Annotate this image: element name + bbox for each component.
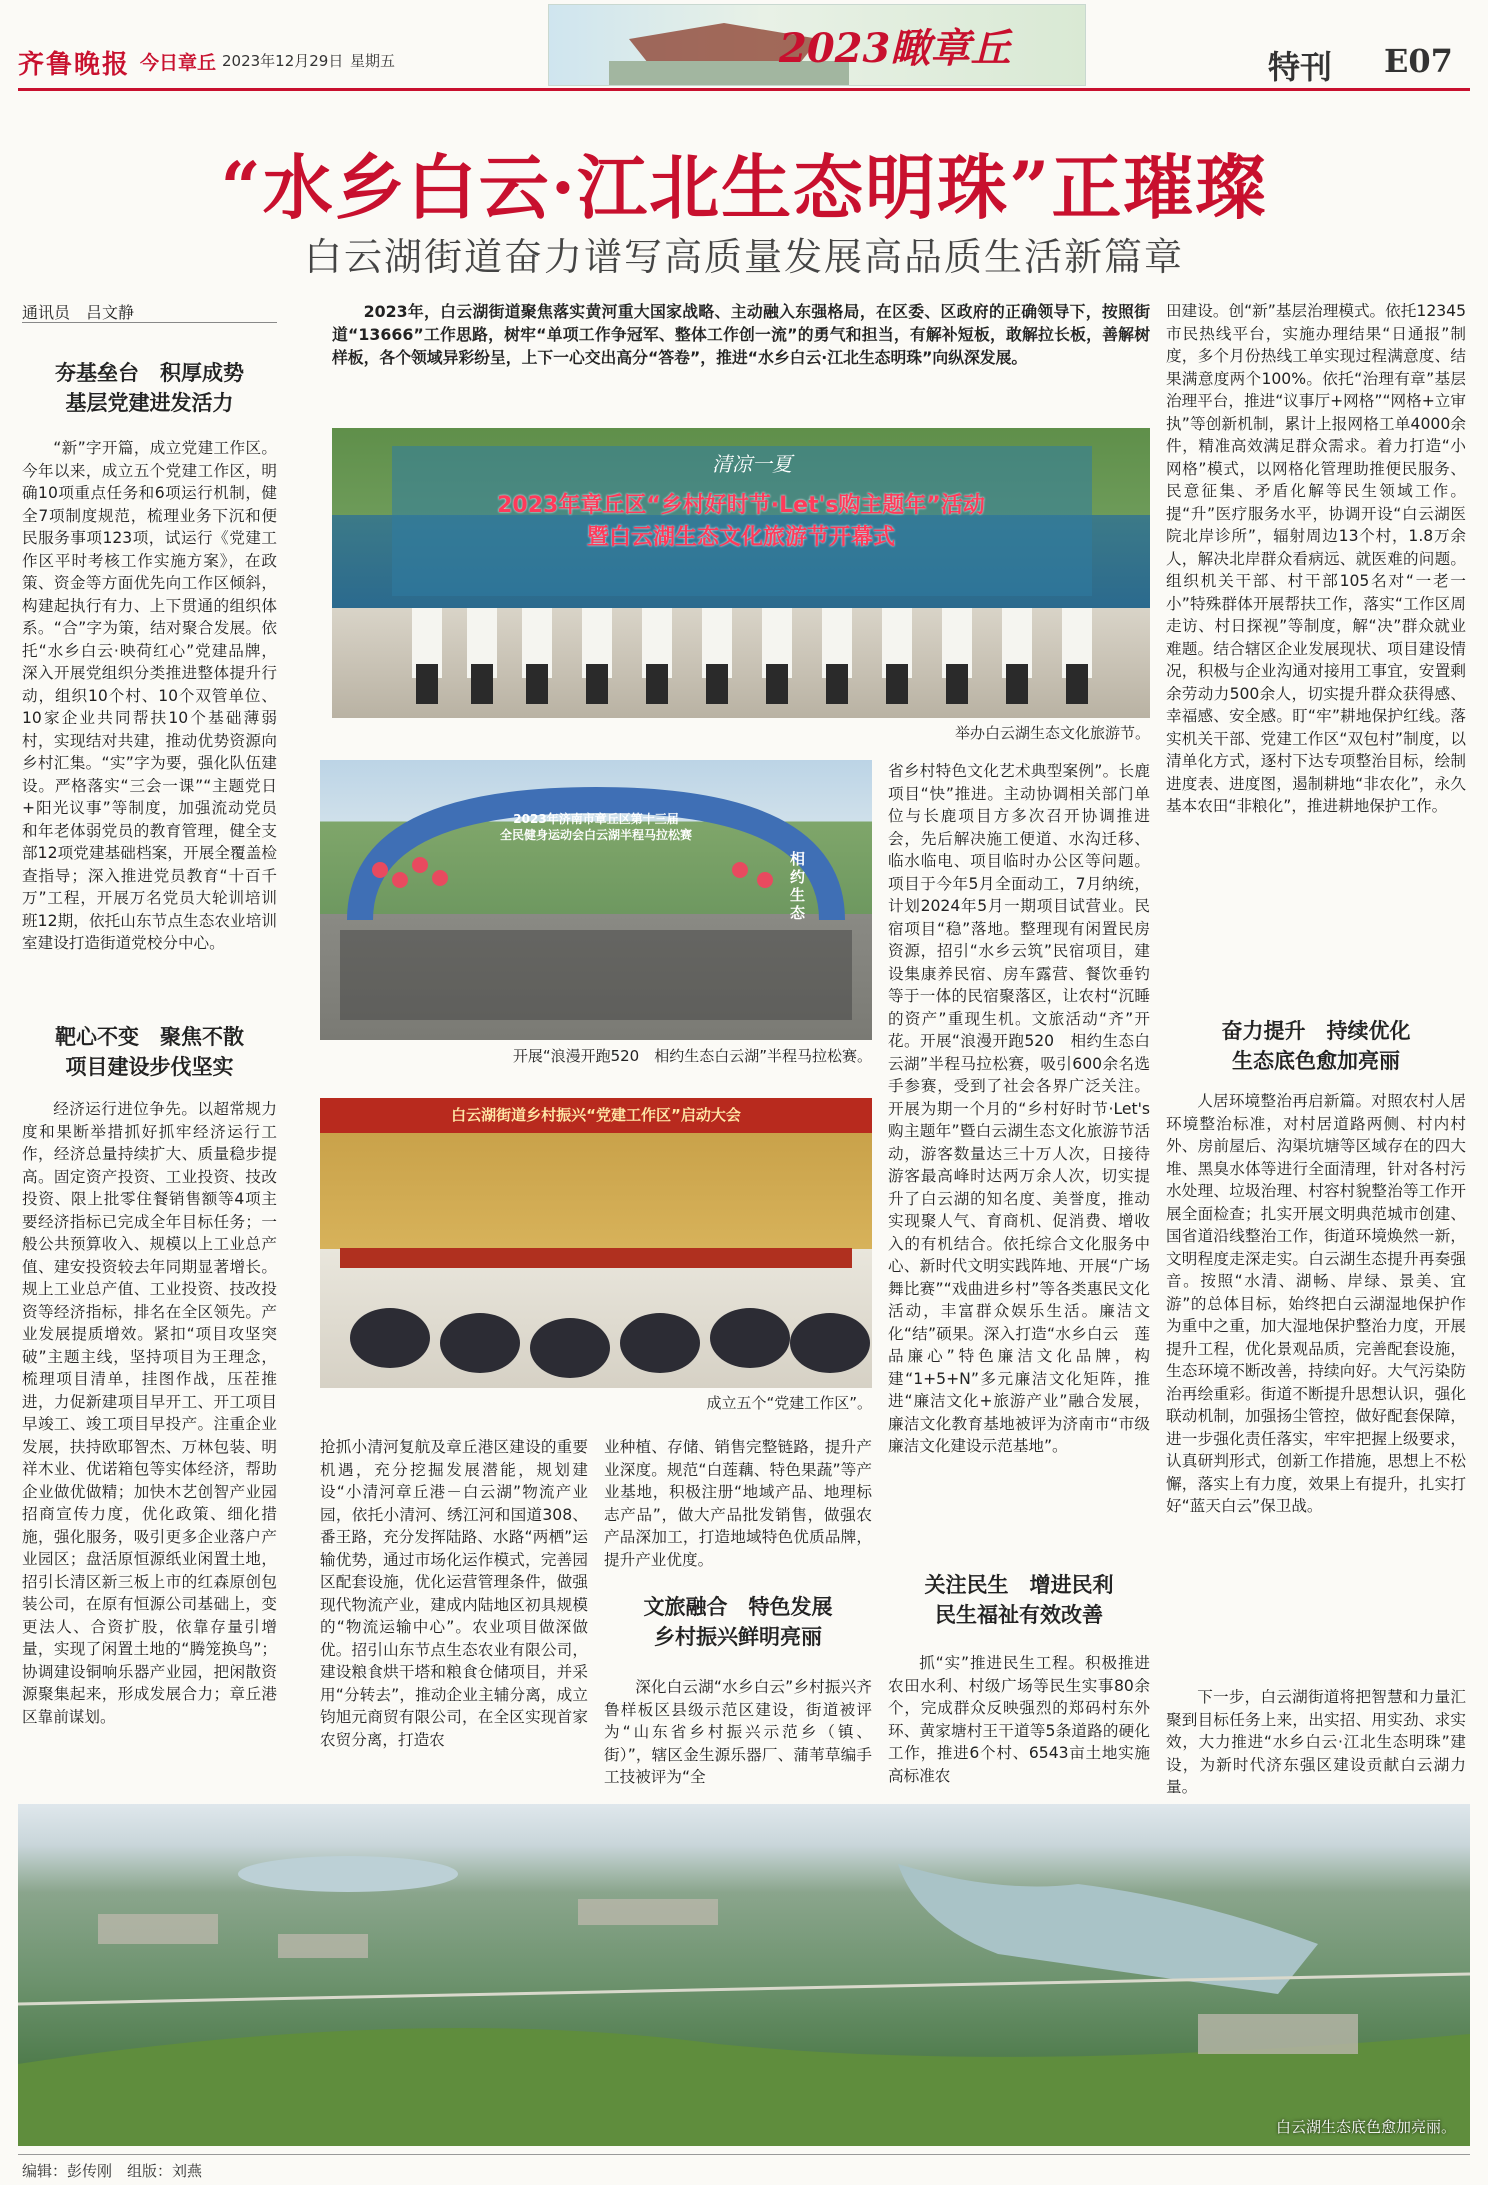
section3-title-line2: 乡村振兴鲜明亮丽 bbox=[654, 1624, 822, 1649]
footer-rule bbox=[18, 2154, 1470, 2155]
photo-marathon-caption: 开展“浪漫开跑520 相约生态白云湖”半程马拉松赛。 bbox=[512, 1047, 872, 1065]
newspaper-logo: 齐鲁晚报 bbox=[18, 50, 131, 80]
section5-title bbox=[1166, 1016, 1466, 1076]
column-1-top bbox=[22, 437, 277, 1009]
section3-title-line1: 文旅融合 特色发展 bbox=[643, 1594, 833, 1619]
byline: 通讯员 吕文静 bbox=[22, 303, 135, 322]
section1-title-line2: 基层党建进发活力 bbox=[65, 390, 234, 415]
marathon-arch-subtitle: 全民健身运动会白云湖半程马拉松赛 bbox=[499, 828, 692, 842]
column-3-bottom bbox=[604, 1676, 872, 1800]
section5-title-line2: 生态底色愈加亮丽 bbox=[1232, 1048, 1400, 1073]
issue-date: 2023年12月29日 bbox=[222, 52, 344, 70]
masthead-rule bbox=[18, 88, 1470, 91]
section3-title bbox=[604, 1592, 872, 1652]
byline-rule bbox=[22, 322, 277, 323]
aerial-illustration bbox=[18, 1804, 1470, 2146]
meeting-banner: 白云湖街道乡村振兴“党建工作区”启动大会 bbox=[451, 1106, 741, 1124]
column-5-top bbox=[1166, 300, 1466, 994]
photo-ceremony-caption: 举办白云湖生态文化旅游节。 bbox=[954, 724, 1150, 742]
column-5-text: 田建设。创“新”基层治理模式。依托12345市民热线平台，实施办理结果“日通报”制度，多个月份热线工单实现过程满意度、结果满意度两个100%。依托“治理有章”基层治理平台，推进“议事厅+网格”“网格+立审执”等创新机制，累计上报网格工单4000余件，精准高效满足群众需求。着力打造“小网格”模式，以网格化管理助推便民服务、民意征集、矛盾化解等民生领域工作。提“升”医疗服务水平，协调开设“白云湖医院北岸诊所”，辐射周边13个村，1.8万余人，解决北岸群众看病远、就医难的问题。组织机关干部、村干部105名对“一老一小”特殊群体开展帮扶工作，落实“工作区周走访、村日探视”等制度，解“决”群众就业难题。结合辖区企业发展现状、项目建设情况，积极与企业沟通对接用工事宜，安置剩余劳动力500余人，切实提升群众获得感、幸福感、安全感。盯“牢”耕地保护红线。落实机关干部、党建工作区“双包村”制度，以清单化方式，逐村下达专项整治目标，绘制进度表、进度图，遏制耕地“非农化”，永久基本农田“非粮化”，推进耕地保护工作。 bbox=[1166, 302, 1466, 815]
section2-title-line1: 靶心不变 聚焦不散 bbox=[55, 1024, 244, 1049]
photo-marathon bbox=[320, 760, 872, 1040]
column-5-bottom bbox=[1166, 1686, 1466, 1800]
photo-ceremony bbox=[332, 428, 1150, 718]
column-4-bottom bbox=[888, 1652, 1150, 1800]
section5-text: 人居环境整治再启新篇。对照农村人居环境整治标准，对村居道路两侧、村内村外、房前屋后、沟渠坑塘等区域存在的四大堆、黑臭水体等进行全面清理，针对各村污水处理、垃圾治理、村容村貌整治等工作开展全面检查；扎实开展文明典范城市创建、国省道沿线整治工作，街道环境焕然一新，文明程度走深走实。白云湖生态提升再奏强音。按照“水清、湖畅、岸绿、景美、宜游”的总体目标，始终把白云湖湿地保护作为重中之重，加大湿地保护整治力度，开展提升工程，优化景观品质，完善配套设施，生态环境不断改善，持续向好。大气污染防治再绘重彩。街道不断提升思想认识，强化联动机制，加强扬尘管控，做好配套保障，进一步强化责任落实，牢牢把握上级要求，认真研判形式，创新工作措施，思想上不松懈，落实上有力度，效果上有提升，扎实打好“蓝天白云”保卫战。 bbox=[1166, 1092, 1466, 1515]
ceremony-sign: 清凉一夏 bbox=[712, 452, 792, 476]
photo-meeting-caption: 成立五个“党建工作区”。 bbox=[706, 1394, 872, 1412]
section4-title-line2: 民生福祉有效改善 bbox=[935, 1602, 1103, 1627]
column-2-bottom bbox=[320, 1436, 588, 1800]
edition-name: 今日章丘 bbox=[140, 52, 217, 74]
masthead bbox=[0, 0, 1488, 92]
closing-text: 下一步，白云湖街道将把智慧和力量汇聚到目标任务上来，出实招、用实劲、求实效，大力推进“水乡白云·江北生态明珠”建设，为新时代济东强区建设贡献白云湖力量。 bbox=[1166, 1688, 1466, 1796]
photo-aerial-caption: 白云湖生态底色愈加亮丽。 bbox=[1275, 2118, 1456, 2136]
section1-text: “新”字开篇，成立党建工作区。今年以来，成立五个党建工作区，明确10项重点任务和6项运行机制，健全7项制度规范，梳理业务下沉和便民服务事项123项，试运行《党建工作区平时考核工作实施方案》，在政策、资金等方面优先向工作区倾斜，构建起执行有力、上下贯通的组织体系。“合”字为策，结对聚合发展。依托“水乡白云·映荷红心”党建品牌，深入开展党组织分类推进整体提升行动，组织10个村、10个双管单位、10家企业共同帮扶10个基础薄弱村，实现结对共建，推动优势资源向乡村汇集。“实”字为要，强化队伍建设。严格落实“三会一课”“主题党日+阳光议事”等制度，加强流动党员和年老体弱党员的教育管理，健全支部12项党建基础档案，开展全覆盖检查指导；深入推进党员教育“十百千万”工程，开展万名党员大轮训培训班12期，依托山东节点生态农业培训室建设打造街道党校分中心。 bbox=[22, 439, 277, 952]
section1-title-line1: 夯基垒台 积厚成势 bbox=[55, 360, 244, 385]
page-number: E07 bbox=[1384, 42, 1453, 80]
column-4-top bbox=[888, 760, 1150, 1556]
section-label: 特刊 bbox=[1268, 48, 1333, 86]
banner-title: 2023瞰章丘 bbox=[779, 25, 1011, 72]
column-3-top bbox=[604, 1436, 872, 1568]
marathon-arch-title: 2023年济南市章丘区第十三届 bbox=[513, 812, 679, 826]
section1-title bbox=[22, 358, 277, 418]
footer-credits: 编辑：彭传刚 组版：刘燕 bbox=[22, 2162, 203, 2180]
section4-title bbox=[888, 1570, 1150, 1630]
marathon-sign: 相约生态 bbox=[790, 850, 806, 922]
section2-title-line2: 项目建设步伐坚实 bbox=[65, 1054, 234, 1079]
photo-meeting bbox=[320, 1098, 872, 1388]
ceremony-stage-subtitle: 暨白云湖生态文化旅游节开幕式 bbox=[586, 525, 895, 550]
column-4-text: 省乡村特色文化艺术典型案例”。长鹿项目“快”推进。主动协调相关部门单位与长鹿项目方多次召开协调推进会，先后解决施工便道、水沟迁移、临水临电、项目临时办公区等问题。项目于今年5月全面动工，7月纳统，计划2024年5月一期项目试营业。民宿项目“稳”落地。整理现有闲置民房资源，招引“水乡云筑”民宿项目，建设集康养民宿、房车露营、餐饮垂钓等于一体的民宿聚落区，让农村“沉睡的资产”重现生机。文旅活动“齐”开花。开展“浪漫开跑520 相约生态白云湖”半程马拉松赛，吸引600余名选手参赛，受到了社会各界广泛关注。开展为期一个月的“乡村好时节·Let's购主题年”暨白云湖生态文化旅游节活动，游客数量达三十万人次，日接待游客最高峰时达两万余人次，切实提升了白云湖的知名度、美誉度，推动实现聚人气、育商机、促消费、增收入的有机结合。依托综合文化服务中心、新时代文明实践阵地、开展“广场舞比赛”“戏曲进乡村”等各类惠民文化活动，丰富群众娱乐生活。廉洁文化“结”硕果。深入打造“水乡白云 莲品廉心”特色廉洁文化品牌，构建“1+5+N”多元廉洁文化矩阵，推进“廉洁文化+旅游产业”融合发展，廉洁文化教育基地被评为济南市“市级廉洁文化建设示范基地”。 bbox=[888, 762, 1150, 1455]
section2-text: 经济运行进位争先。以超常规力度和果断举措抓好抓牢经济运行工作，经济总量持续扩大、质量稳步提高。固定资产投资、工业投资、技改投资、限上批零住餐销售额等4项主要经济指标已完成全年目标任务；一般公共预算收入、规模以上工业总产值、建安投资较去年同期显著增长。规上工业总产值、工业投资、技改投资等经济指标，排名在全区领先。产业发展提质增效。紧扣“项目攻坚突破”主题主线，坚持项目为王理念，梳理项目清单，挂图作战，压茬推进，力促新建项目早开工、开工项目早竣工、竣工项目早投产。注重企业发展，扶持欧耶智杰、万林包装、明祥木业、优诺箱包等实体经济，帮助企业做优做精；加快木艺创智产业园招商宣传力度，优化政策、细化措施，强化服务，吸引更多企业落户产业园区；盘活原恒源纸业闲置土地，招引长清区新三板上市的红森原创包装公司，在原有恒源公司基础上，变更法人、合资扩股，依靠存量引增量，实现了闲置土地的“腾笼换鸟”；协调建设铜响乐器产业园，把闲散资源聚集起来，形成发展合力；章丘港区靠前谋划。 bbox=[22, 1100, 277, 1726]
section2-title bbox=[22, 1022, 277, 1082]
section5-title-line1: 奋力提升 持续优化 bbox=[1221, 1018, 1411, 1043]
lead-paragraph: 2023年，白云湖街道聚焦落实黄河重大国家战略、主动融入东强格局，在区委、区政府的正确领导下，按照街道“13666”工作思路，树牢“单项工作争冠军、整体工作创一流”的勇气和担当，有解补短板，敢解拉长板，善解树样板，各个领域异彩纷呈，上下一心交出高分“答卷”，推进“水乡白云·江北生态明珠”向纵深发展。 bbox=[332, 302, 1150, 367]
section4-title-line1: 关注民生 增进民利 bbox=[924, 1572, 1114, 1597]
section3-text: 深化白云湖“水乡白云”乡村振兴齐鲁样板区县级示范区建设，街道被评为“山东省乡村振兴示范乡（镇、街）”，辖区金生源乐器厂、蒲苇草编手工技被评为“全 bbox=[604, 1678, 872, 1786]
column-5-middle bbox=[1166, 1090, 1466, 1674]
meeting-illustration bbox=[320, 1098, 872, 1388]
column-3-text: 业种植、存储、销售完整链路，提升产业深度。规范“白莲藕、特色果蔬”等产业基地，积极注册“地域产品、地理标志产品”，做大产品批发销售，做强农产品深加工，打造地域特色优质品牌，提升产业优度。 bbox=[604, 1438, 872, 1568]
section4-text: 抓“实”推进民生工程。积极推进农田水利、村级广场等民生实事80余个，完成群众反映强烈的郑码村东外环、黄家塘村王干道等5条道路的硬化工作，推进6个村、6543亩土地实施高标准农 bbox=[888, 1654, 1150, 1785]
issue-weekday: 星期五 bbox=[350, 52, 396, 70]
column-1-bottom bbox=[22, 1098, 277, 1798]
headline: “水乡白云·江北生态明珠”正璀璨 bbox=[220, 146, 1268, 229]
photo-aerial bbox=[18, 1804, 1470, 2146]
column-2-text: 抢抓小清河复航及章丘港区建设的重要机遇，充分挖掘发展潜能，规划建设“小清河章丘港－白云湖”物流产业园，依托小清河、绣江河和国道308、番王路，充分发挥陆路、水路“两栖”运输优势，通过市场化运作模式，完善园区配套设施，优化运营管理条件，做强现代物流产业，建成内陆地区初具规模的“物流运输中心”。农业项目做深做优。招引山东节点生态农业有限公司，建设粮食烘干塔和粮食仓储项目，并采用“分转去”，推动企业主辅分离，成立钧旭元商贸有限公司，在全区实现首家农贸分离，打造农 bbox=[320, 1438, 588, 1749]
masthead-banner bbox=[548, 4, 1086, 86]
subheadline: 白云湖街道奋力谱写高质量发展高品质生活新篇章 bbox=[303, 235, 1184, 279]
ceremony-stage-title: 2023年章丘区“乡村好时节·Let's购主题年”活动 bbox=[497, 493, 985, 518]
